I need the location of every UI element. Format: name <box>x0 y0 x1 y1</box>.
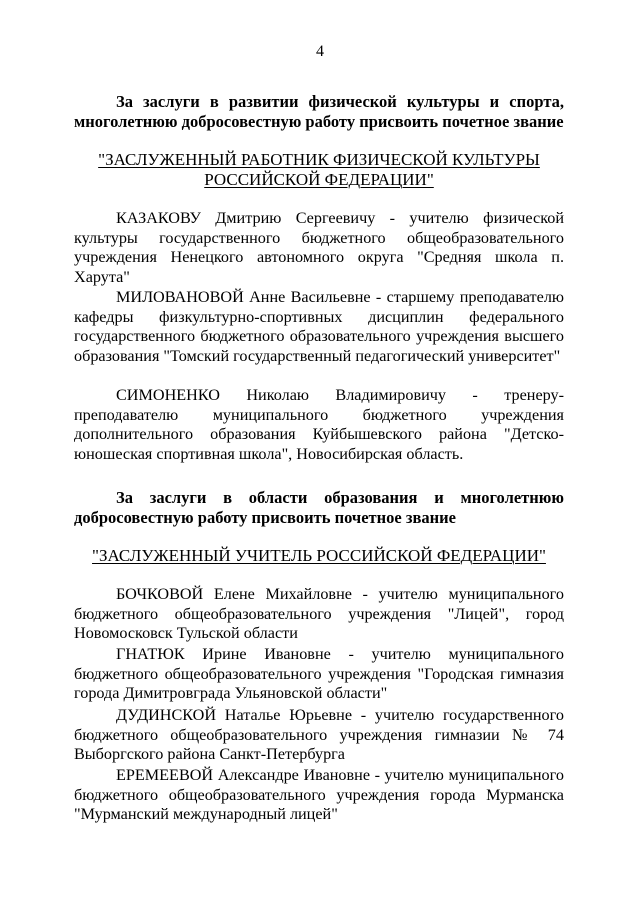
awardee-bochkova: БОЧКОВОЙ Елене Михайловне - учителю муниципального бюджетного общеобразовательного учреждения "Лицей", город Новомосковск Тульской области <box>74 585 564 643</box>
section-2-title <box>74 546 564 566</box>
section-1-title-line-1: "ЗАСЛУЖЕННЫЙ РАБОТНИК ФИЗИЧЕСКОЙ КУЛЬТУРЫ <box>98 150 540 169</box>
section-1-title-line-2: РОССИЙСКОЙ ФЕДЕРАЦИИ" <box>204 170 434 189</box>
section-1-heading-line-2: многолетнюю добросовестную работу присвоить почетное звание <box>74 112 564 131</box>
awardee-dudinskaya: ДУДИНСКОЙ Наталье Юрьевне - учителю государственного бюджетного общеобразовательного учреждения гимназии № 74 Выборгского района Санкт-Петербурга <box>74 706 564 764</box>
section-2-heading-line-2: добросовестную работу присвоить почетное звание <box>74 508 456 527</box>
section-2-title-line-1: "ЗАСЛУЖЕННЫЙ УЧИТЕЛЬ РОССИЙСКОЙ ФЕДЕРАЦИИ" <box>92 546 546 565</box>
awardee-kazakov: КАЗАКОВУ Дмитрию Сергеевичу - учителю физической культуры государственного бюджетного общеобразовательного учреждения Ненецкого автономного округа "Средняя школа п. Харута" <box>74 209 564 286</box>
awardee-eremeeva: ЕРЕМЕЕВОЙ Александре Ивановне - учителю муниципального бюджетного общеобразовательного учреждения города Мурманска "Мурманский международный лицей" <box>74 766 564 824</box>
awardee-simonenko: СИМОНЕНКО Николаю Владимировичу - тренеру-преподавателю муниципального бюджетного учреждения дополнительного образования Куйбышевского района "Детско-юношеская спортивная школа", Новосибирская область. <box>74 386 564 463</box>
awardee-gnatyuk: ГНАТЮК Ирине Ивановне - учителю муниципального бюджетного общеобразовательного учреждения "Городская гимназия города Димитровграда Ульяновской области" <box>74 645 564 703</box>
section-1-heading <box>74 92 564 132</box>
section-2-heading-line-1: За заслуги в области образования и многолетнюю <box>116 488 564 507</box>
page-number: 4 <box>316 43 324 60</box>
awardee-milovanova: МИЛОВАНОВОЙ Анне Васильевне - старшему преподавателю кафедры физкультурно-спортивных дисциплин федерального государственного бюджетного образовательного учреждения высшего образования "Томский государственный педагогический университет" <box>74 288 564 365</box>
section-2-heading <box>74 488 564 528</box>
section-1-title <box>74 150 564 190</box>
section-1-heading-line-1: За заслуги в развитии физической культуры и спорта, <box>116 92 564 111</box>
